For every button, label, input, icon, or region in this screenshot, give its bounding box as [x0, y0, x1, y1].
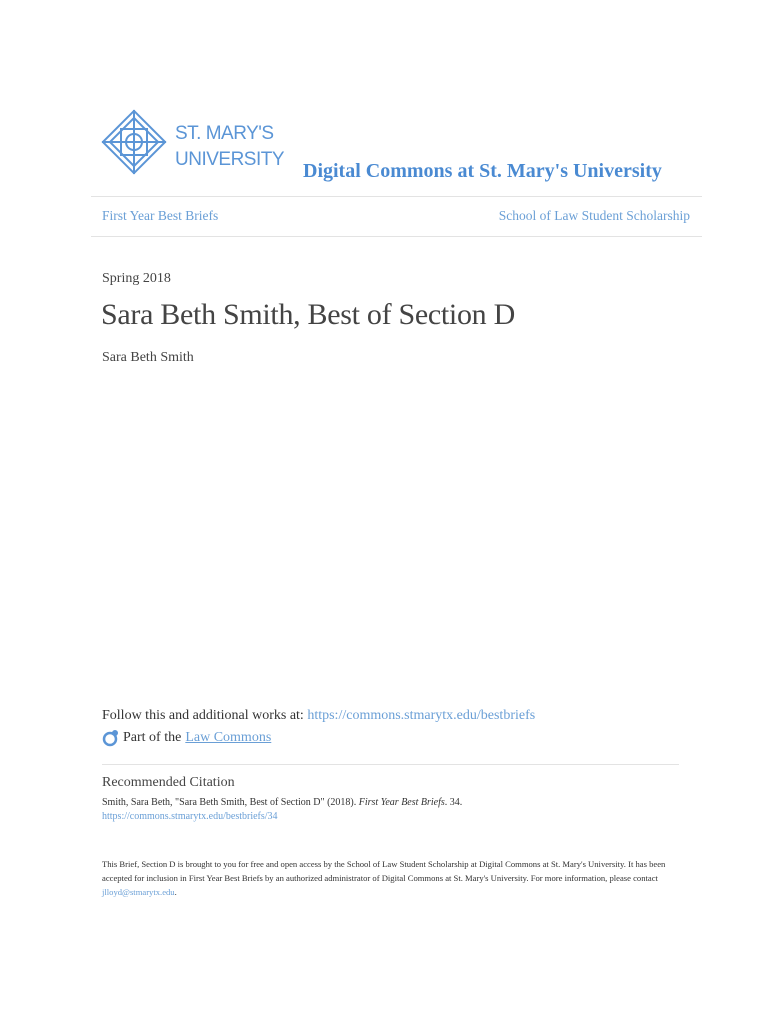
- divider: [102, 764, 679, 765]
- article-title: Sara Beth Smith, Best of Section D: [101, 298, 515, 331]
- citation-link[interactable]: https://commons.stmarytx.edu/bestbriefs/34: [102, 811, 278, 822]
- follow-line: [102, 708, 535, 724]
- university-logo[interactable]: [100, 108, 290, 182]
- part-of-prefix: Part of the: [123, 730, 182, 745]
- follow-link[interactable]: https://commons.stmarytx.edu/bestbriefs: [307, 708, 536, 723]
- logo-text-line1: ST. MARY'S: [175, 123, 274, 144]
- follow-prefix: Follow this and additional works at:: [102, 708, 308, 723]
- publication-date: Spring 2018: [102, 271, 171, 286]
- citation-prefix: Smith, Sara Beth, "Sara Beth Smith, Best of Section D" (2018).: [102, 797, 359, 808]
- network-icon: [102, 729, 120, 747]
- contact-email-link[interactable]: jlloyd@stmarytx.edu: [102, 887, 175, 897]
- article-author: Sara Beth Smith: [102, 350, 194, 365]
- logo-text-line2: UNIVERSITY: [175, 149, 285, 170]
- university-seal-icon: [100, 108, 290, 182]
- collection-link-first-year-best-briefs[interactable]: First Year Best Briefs: [102, 208, 219, 223]
- divider: [91, 236, 702, 237]
- notice-text: This Brief, Section D is brought to you for free and open access by the School of Law Student Scholarship at Digital Commons at St. Mary's University. It has been accepted for inclusion in First Year Best Briefs by an authorized administrator of Digital Commons at St. Mary's University. For more information, please contact: [102, 859, 666, 883]
- collection-link-student-scholarship[interactable]: School of Law Student Scholarship: [498, 208, 690, 223]
- recommended-citation-heading: Recommended Citation: [102, 775, 235, 790]
- citation-journal: First Year Best Briefs: [358, 797, 445, 808]
- site-title[interactable]: Digital Commons at St. Mary's University: [303, 160, 662, 182]
- notice-end: .: [174, 887, 177, 897]
- citation-suffix: . 34.: [444, 797, 463, 808]
- citation-text: [102, 797, 462, 808]
- divider: [91, 196, 702, 197]
- access-notice: [102, 857, 677, 899]
- law-commons-link[interactable]: Law Commons: [185, 730, 272, 745]
- part-of-line: [102, 729, 271, 747]
